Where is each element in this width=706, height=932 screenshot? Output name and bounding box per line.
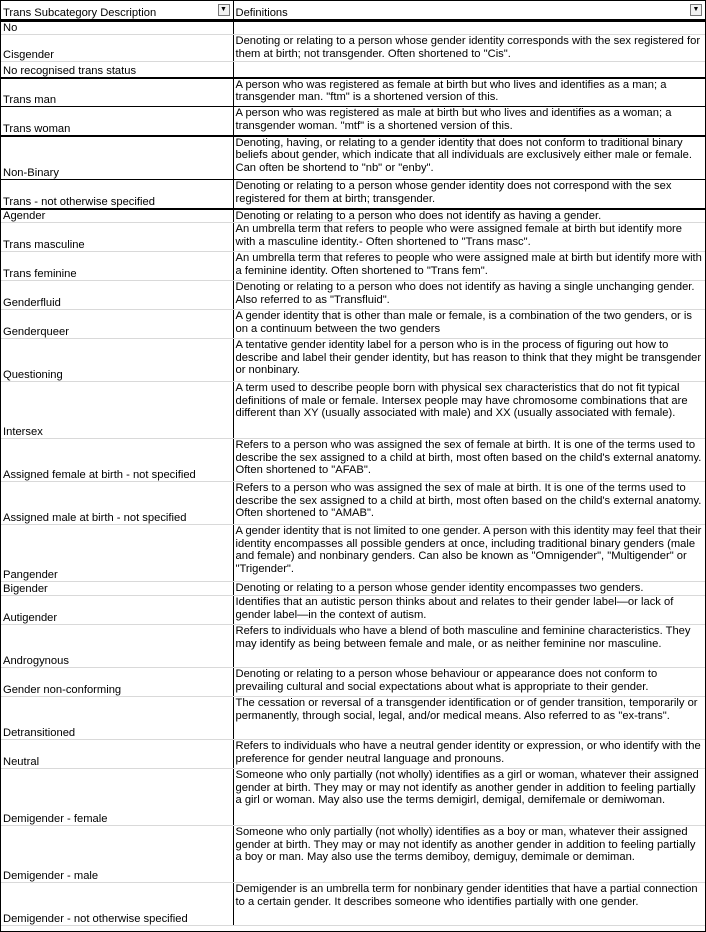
definition-cell[interactable]: A person who was registered as male at birth but who lives and identifies as a woman; a transgender woman. "mtf" is a shortened version of this. bbox=[233, 107, 705, 136]
category-cell[interactable]: Questioning bbox=[1, 339, 233, 382]
definition-cell[interactable]: An umbrella term that referes to people who were assigned male at birth but identify more with a feminine identity. Often shortened to "Trans fem". bbox=[233, 252, 705, 281]
category-cell[interactable]: Assigned male at birth - not specified bbox=[1, 482, 233, 525]
category-cell[interactable]: Gender non-conforming bbox=[1, 668, 233, 697]
table-row bbox=[1, 769, 705, 826]
definition-cell[interactable]: Refers to a person who was assigned the sex of female at birth. It is one of the terms used to describe the sex assigned to a child at birth, most often based on the child's external anatomy. Often shortened to "AFAB". bbox=[233, 439, 705, 482]
definition-cell[interactable]: Denoting or relating to a person who does not identify as having a single unchanging gender. Also referred to as "Transfluid". bbox=[233, 281, 705, 310]
header-row bbox=[1, 1, 705, 21]
category-cell[interactable]: Autigender bbox=[1, 596, 233, 625]
definition-cell[interactable]: Denoting, having, or relating to a gender identity that does not conform to traditional binary beliefs about gender, which indicate that all individuals are exclusively either male or female. Can often be shortend to "nb" or "enby". bbox=[233, 136, 705, 180]
table-row bbox=[1, 625, 705, 668]
category-cell[interactable]: Trans - not otherwise specified bbox=[1, 180, 233, 209]
definition-cell[interactable]: Identifies that an autistic person thinks about and relates to their gender label—or lack of gender label—in the context of autism. bbox=[233, 596, 705, 625]
category-cell[interactable]: Demigender - male bbox=[1, 826, 233, 883]
header-definitions-label: Definitions bbox=[235, 6, 288, 19]
definitions-table bbox=[1, 1, 705, 926]
table-row bbox=[1, 180, 705, 209]
table-row bbox=[1, 740, 705, 769]
definition-cell[interactable]: A gender identity that is not limited to one gender. A person with this identity may feel that their identity encompasses all possible genders at once, including traditional binary genders (male and female) and nonbinary genders. Can also be known as "Omnigender", "Multigender" or "Trigender". bbox=[233, 525, 705, 582]
table-row bbox=[1, 21, 705, 35]
table-row bbox=[1, 826, 705, 883]
filter-dropdown-icon[interactable]: ▼ bbox=[218, 4, 230, 16]
definition-cell[interactable]: A gender identity that is other than male or female, is a combination of the two genders, or is on a continuum between the two genders bbox=[233, 310, 705, 339]
table-row bbox=[1, 339, 705, 382]
definition-cell[interactable]: Denoting or relating to a person who does not identify as having a gender. bbox=[233, 209, 705, 223]
category-cell[interactable]: Intersex bbox=[1, 382, 233, 439]
category-cell[interactable]: Genderfluid bbox=[1, 281, 233, 310]
definition-cell[interactable]: A tentative gender identity label for a person who is in the process of figuring out how to describe and label their gender identity, but has reason to think that they might be transgender or nonbinary. bbox=[233, 339, 705, 382]
category-cell[interactable]: Neutral bbox=[1, 740, 233, 769]
table-row bbox=[1, 209, 705, 223]
definition-cell[interactable]: Demigender is an umbrella term for nonbinary gender identities that have a partial connection to a certain gender. It describes someone who identifies partially with one gender. bbox=[233, 883, 705, 926]
definition-cell[interactable]: An umbrella term that refers to people who were assigned female at birth but identify more with a masculine identity.- Often shortened to "Trans masc". bbox=[233, 223, 705, 252]
category-cell[interactable]: Demigender - female bbox=[1, 769, 233, 826]
table-row bbox=[1, 382, 705, 439]
filter-dropdown-icon[interactable]: ▼ bbox=[690, 4, 702, 16]
table-row bbox=[1, 281, 705, 310]
table-row bbox=[1, 668, 705, 697]
definition-cell[interactable] bbox=[233, 21, 705, 35]
table-row bbox=[1, 439, 705, 482]
table-row bbox=[1, 883, 705, 926]
category-cell[interactable]: Trans masculine bbox=[1, 223, 233, 252]
definition-cell[interactable]: Someone who only partially (not wholly) identifies as a girl or woman, whatever their assigned gender at birth. They may or may not identify as another gender in addition to feeling partially a girl or woman. May also use the terms demigirl, demigal, demifemale or demiwoman. bbox=[233, 769, 705, 826]
definition-cell[interactable]: Refers to a person who was assigned the sex of male at birth. It is one of the terms used to describe the sex assigned to a child at birth, most often based on the child's external anatomy. Often shortened to "AMAB". bbox=[233, 482, 705, 525]
table-row bbox=[1, 582, 705, 596]
category-cell[interactable]: Trans man bbox=[1, 78, 233, 107]
table-row bbox=[1, 78, 705, 107]
definition-cell[interactable]: Denoting or relating to a person whose gender identity encompasses two genders. bbox=[233, 582, 705, 596]
category-cell[interactable]: Genderqueer bbox=[1, 310, 233, 339]
category-cell[interactable]: No bbox=[1, 21, 233, 35]
definition-cell[interactable]: Denoting or relating to a person whose gender identity corresponds with the sex registered for them at birth; not transgender. Often shortened to "Cis". bbox=[233, 35, 705, 62]
definition-cell[interactable] bbox=[233, 62, 705, 78]
category-cell[interactable]: Trans feminine bbox=[1, 252, 233, 281]
category-cell[interactable]: No recognised trans status bbox=[1, 62, 233, 78]
header-category bbox=[1, 1, 233, 21]
definition-cell[interactable]: Refers to individuals who have a neutral gender identity or expression, or who identify with the preference for gender neutral language and pronouns. bbox=[233, 740, 705, 769]
table-row bbox=[1, 223, 705, 252]
table-row bbox=[1, 482, 705, 525]
table-row bbox=[1, 596, 705, 625]
category-cell[interactable]: Detransitioned bbox=[1, 697, 233, 740]
definition-cell[interactable]: The cessation or reversal of a transgender identification or of gender transition, temporarily or permanently, through social, legal, and/or medical means. Also referred to as "ex-trans". bbox=[233, 697, 705, 740]
header-category-label: Trans Subcategory Description bbox=[3, 6, 157, 19]
table-row bbox=[1, 62, 705, 78]
category-cell[interactable]: Demigender - not otherwise specified bbox=[1, 883, 233, 926]
category-cell[interactable]: Cisgender bbox=[1, 35, 233, 62]
table-row bbox=[1, 525, 705, 582]
definition-cell[interactable]: Refers to individuals who have a blend of both masculine and feminine characteristics. They may identify as being between female and male, or as neither feminine nor masculine. bbox=[233, 625, 705, 668]
definition-cell[interactable]: A person who was registered as female at birth but who lives and identifies as a man; a transgender man. "ftm" is a shortened version of this. bbox=[233, 78, 705, 107]
category-cell[interactable]: Androgynous bbox=[1, 625, 233, 668]
table-row bbox=[1, 697, 705, 740]
definition-cell[interactable]: A term used to describe people born with physical sex characteristics that do not fit typical definitions of male or female. Intersex people may have chromosome combinations that are different than XY (usually associated with male) and XX (usually associated with female). bbox=[233, 382, 705, 439]
table-row bbox=[1, 252, 705, 281]
category-cell[interactable]: Trans woman bbox=[1, 107, 233, 136]
table-row bbox=[1, 107, 705, 136]
category-cell[interactable]: Pangender bbox=[1, 525, 233, 582]
table-row bbox=[1, 136, 705, 180]
definition-cell[interactable]: Someone who only partially (not wholly) identifies as a boy or man, whatever their assigned gender at birth. They may or may not identify as another gender in addition to feeling partially a boy or man. May also use the terms demiboy, demiguy, demimale or demiman. bbox=[233, 826, 705, 883]
definition-cell[interactable]: Denoting or relating to a person whose behaviour or appearance does not conform to prevailing cultural and social expectations about what is appropriate to their gender. bbox=[233, 668, 705, 697]
table-row bbox=[1, 35, 705, 62]
definition-cell[interactable]: Denoting or relating to a person whose gender identity does not correspond with the sex registered for them at birth; transgender. bbox=[233, 180, 705, 209]
table-row bbox=[1, 310, 705, 339]
category-cell[interactable]: Bigender bbox=[1, 582, 233, 596]
category-cell[interactable]: Agender bbox=[1, 209, 233, 223]
header-definitions bbox=[233, 1, 705, 21]
category-cell[interactable]: Non-Binary bbox=[1, 136, 233, 180]
category-cell[interactable]: Assigned female at birth - not specified bbox=[1, 439, 233, 482]
